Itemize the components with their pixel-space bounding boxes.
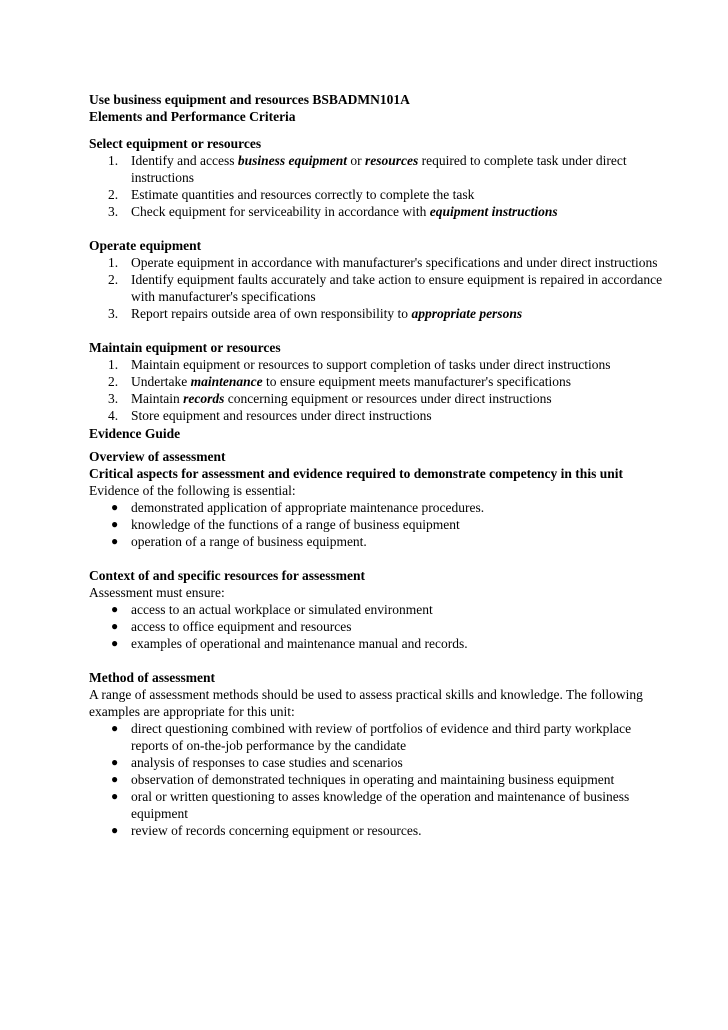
bullet-icon: ●: [111, 500, 119, 514]
method-intro: A range of assessment methods should be used to assess practical skills and knowledge. The following examples are appropriate for this unit:: [89, 687, 643, 719]
list-item: 3. Report repairs outside area of own responsibility to appropriate persons: [108, 306, 523, 321]
list-item: 2. Undertake maintenance to ensure equipment meets manufacturer's specifications: [108, 374, 571, 389]
maintain-criteria-list: [89, 356, 664, 424]
list-item: 1. Maintain equipment or resources to support completion of tasks under direct instructions: [108, 357, 611, 372]
document-title: [89, 91, 664, 125]
context-list: [89, 601, 664, 652]
select-criteria-list: [89, 152, 664, 220]
list-item: ● review of records concerning equipment or resources.: [111, 823, 422, 838]
bullet-icon: ●: [111, 517, 119, 531]
list-item: 4. Store equipment and resources under direct instructions: [108, 408, 432, 423]
context-heading: Context of and specific resources for assessment: [89, 568, 365, 583]
title-line-1: Use business equipment and resources BSBADMN101A: [89, 92, 410, 107]
list-item: ● access to an actual workplace or simulated environment: [111, 602, 433, 617]
critical-aspects-heading: Critical aspects for assessment and evidence required to demonstrate competency in this unit: [89, 466, 623, 481]
list-item: ● oral or written questioning to asses knowledge of the operation and maintenance of business equipment: [111, 789, 630, 821]
list-item: 2. Estimate quantities and resources correctly to complete the task: [108, 187, 475, 202]
range-term: business equipment: [237, 153, 347, 168]
bullet-icon: ●: [111, 772, 119, 786]
bullet-icon: ●: [111, 619, 119, 633]
list-item: ● observation of demonstrated techniques in operating and maintaining business equipment: [111, 772, 615, 787]
bullet-icon: ●: [111, 789, 119, 803]
range-term: equipment instructions: [429, 204, 558, 219]
bullet-icon: ●: [111, 721, 119, 735]
list-item: 3. Maintain records concerning equipment or resources under direct instructions: [108, 391, 552, 406]
evidence-guide-heading: Evidence Guide: [89, 426, 181, 441]
section-heading-maintain: Maintain equipment or resources: [89, 340, 281, 355]
bullet-icon: ●: [111, 602, 119, 616]
list-item: ● analysis of responses to case studies and scenarios: [111, 755, 403, 770]
list-item: ● examples of operational and maintenance manual and records.: [111, 636, 468, 651]
list-item: ● direct questioning combined with review of portfolios of evidence and third party workplace reports of on-the-job performance by the candidate: [111, 721, 632, 753]
list-item: 3. Check equipment for serviceability in accordance with equipment instructions: [108, 204, 558, 219]
range-term: records: [183, 391, 225, 406]
bullet-icon: ●: [111, 534, 119, 548]
method-heading: Method of assessment: [89, 670, 215, 685]
bullet-icon: ●: [111, 636, 119, 650]
method-list: [89, 720, 664, 839]
list-item: 1. Identify and access business equipment or resources required to complete task under direct instructions: [108, 153, 627, 185]
context-intro: Assessment must ensure:: [89, 585, 225, 600]
bullet-icon: ●: [111, 755, 119, 769]
list-item: 1. Operate equipment in accordance with manufacturer's specifications and under direct instructions: [108, 255, 658, 270]
list-item: ● access to office equipment and resources: [111, 619, 352, 634]
range-term: appropriate persons: [411, 306, 523, 321]
critical-aspects-list: [89, 499, 664, 550]
overview-heading: Overview of assessment: [89, 449, 226, 464]
range-term: maintenance: [190, 374, 263, 389]
critical-aspects-intro: Evidence of the following is essential:: [89, 483, 296, 498]
section-heading-operate: Operate equipment: [89, 238, 202, 253]
list-item: ● operation of a range of business equipment.: [111, 534, 367, 549]
section-heading-select: Select equipment or resources: [89, 136, 262, 151]
list-item: ● demonstrated application of appropriate maintenance procedures.: [111, 500, 485, 515]
list-item: ● knowledge of the functions of a range of business equipment: [111, 517, 460, 532]
range-term: resources: [364, 153, 419, 168]
operate-criteria-list: [89, 254, 664, 322]
bullet-icon: ●: [111, 823, 119, 837]
document-content: [89, 91, 664, 839]
list-item: 2. Identify equipment faults accurately and take action to ensure equipment is repaired in accordance with manufacturer's specifications: [108, 272, 663, 304]
title-line-2: Elements and Performance Criteria: [89, 109, 296, 124]
